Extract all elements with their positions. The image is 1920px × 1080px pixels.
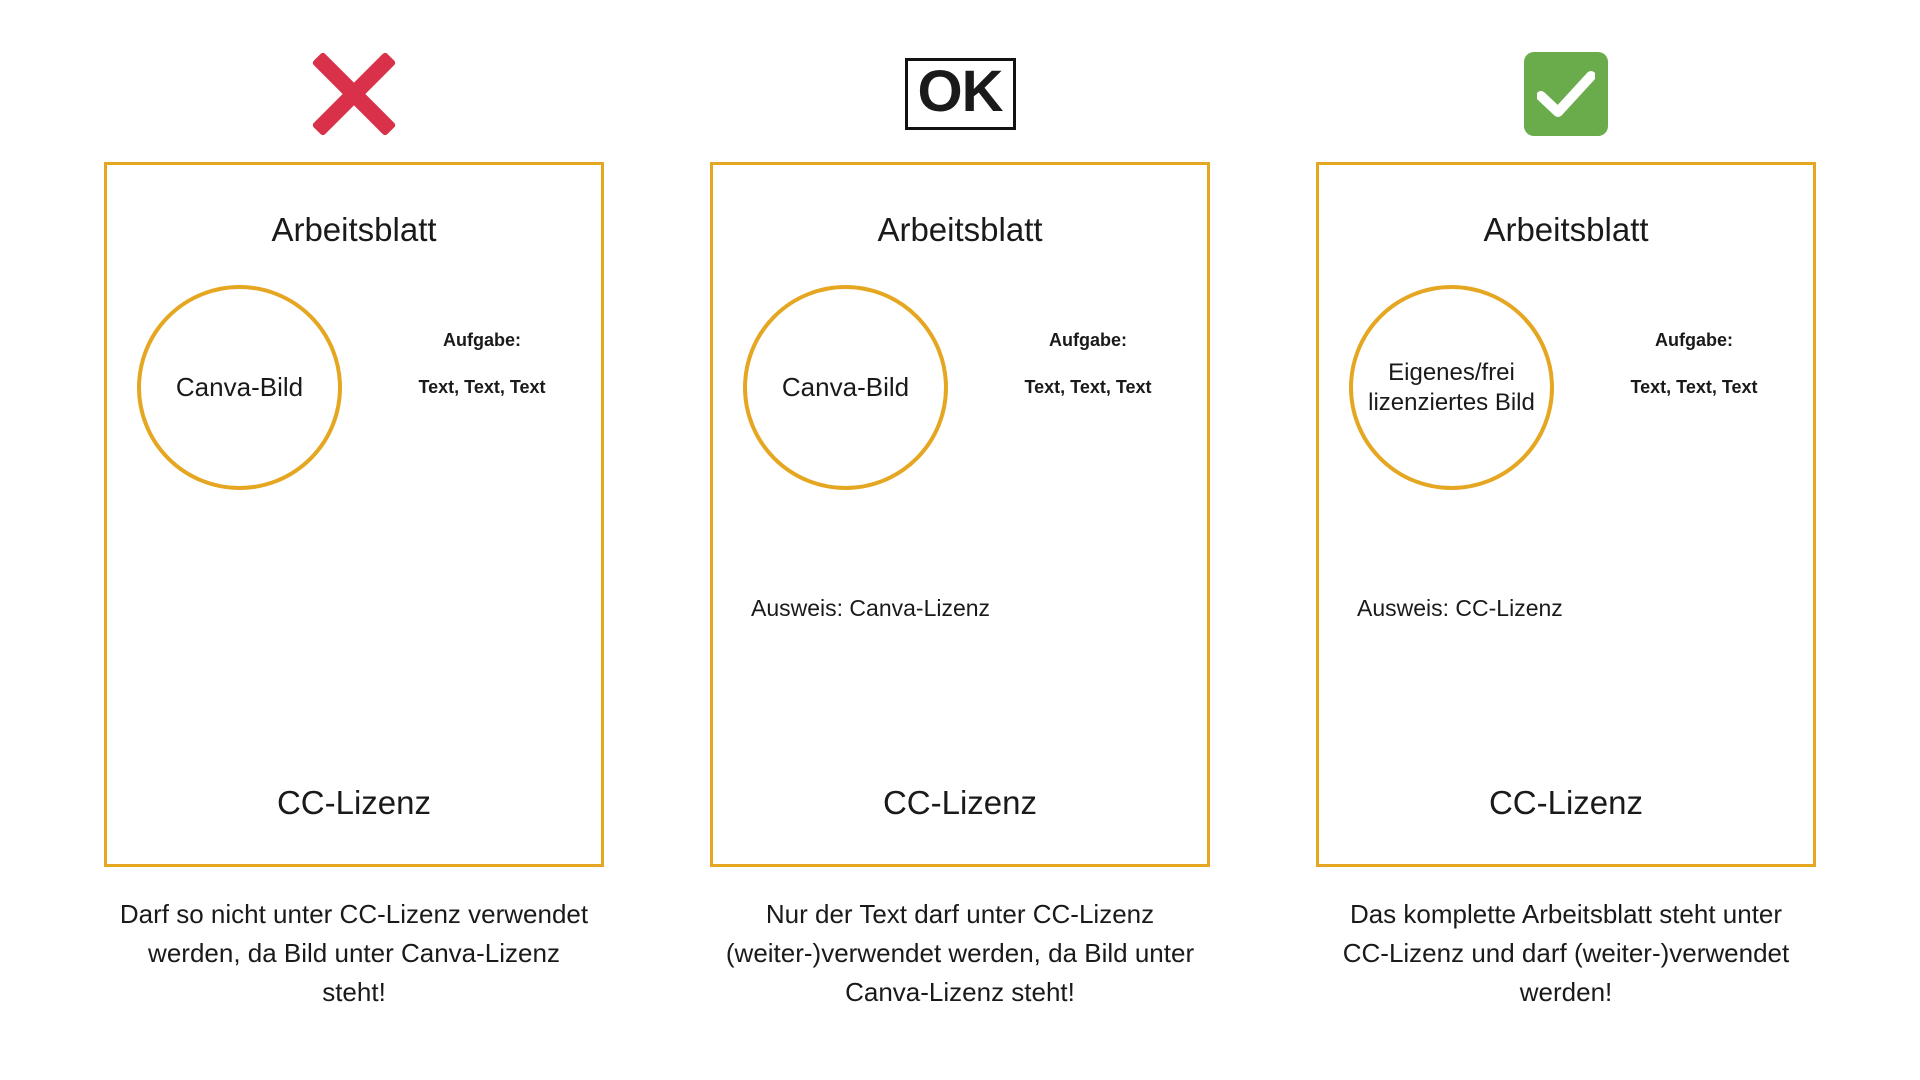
task-text: Text, Text, Text [1630, 377, 1758, 397]
worksheet-license-footer: CC-Lizenz [1488, 784, 1644, 821]
green-check-icon [1524, 52, 1608, 136]
task-text: Text, Text, Text [418, 377, 546, 397]
task-text: Text, Text, Text [1024, 377, 1152, 397]
case-column-text-only [680, 34, 1240, 1012]
worksheet-body [713, 275, 1207, 621]
task-block [382, 330, 582, 398]
license-note: Ausweis: Canva-Lizenz [751, 595, 991, 621]
worksheet-body [107, 275, 601, 505]
worksheet-title: Arbeitsblatt [271, 211, 437, 248]
red-cross-icon [308, 48, 400, 140]
case-caption: Nur der Text darf unter CC-Lizenz (weiter-)verwendet werden, da Bild unter Canva-Lizenz steht! [725, 899, 1195, 1007]
task-label: Aufgabe: [1049, 330, 1127, 350]
case-column-fully-allowed [1286, 34, 1846, 1012]
license-note: Ausweis: CC-Lizenz [1357, 595, 1563, 621]
status-mark-check [1524, 34, 1608, 154]
worksheet-title: Arbeitsblatt [877, 211, 1043, 248]
worksheet-card [1316, 162, 1816, 867]
task-block [988, 330, 1188, 398]
image-placeholder-circle: Eigenes/frei lizenziertes Bild [1349, 285, 1554, 490]
task-block [1594, 330, 1794, 398]
task-label: Aufgabe: [443, 330, 521, 350]
status-mark-ok [905, 34, 1016, 154]
case-caption: Darf so nicht unter CC-Lizenz verwendet werden, da Bild unter Canva-Lizenz steht! [119, 899, 589, 1007]
ok-box-icon: OK [905, 58, 1016, 130]
case-caption: Das komplette Arbeitsblatt steht unter CC-Lizenz und darf (weiter-)verwendet werden! [1342, 899, 1790, 1007]
status-mark-cross [308, 34, 400, 154]
worksheet-license-footer: CC-Lizenz [276, 784, 432, 821]
image-placeholder-circle: Canva-Bild [743, 285, 948, 490]
task-label: Aufgabe: [1655, 330, 1733, 350]
worksheet-license-footer: CC-Lizenz [882, 784, 1038, 821]
worksheet-body [1319, 275, 1813, 621]
worksheet-card [710, 162, 1210, 867]
image-placeholder-circle: Canva-Bild [137, 285, 342, 490]
worksheet-card [104, 162, 604, 867]
case-column-not-allowed [74, 34, 634, 1012]
worksheet-title: Arbeitsblatt [1483, 211, 1649, 248]
